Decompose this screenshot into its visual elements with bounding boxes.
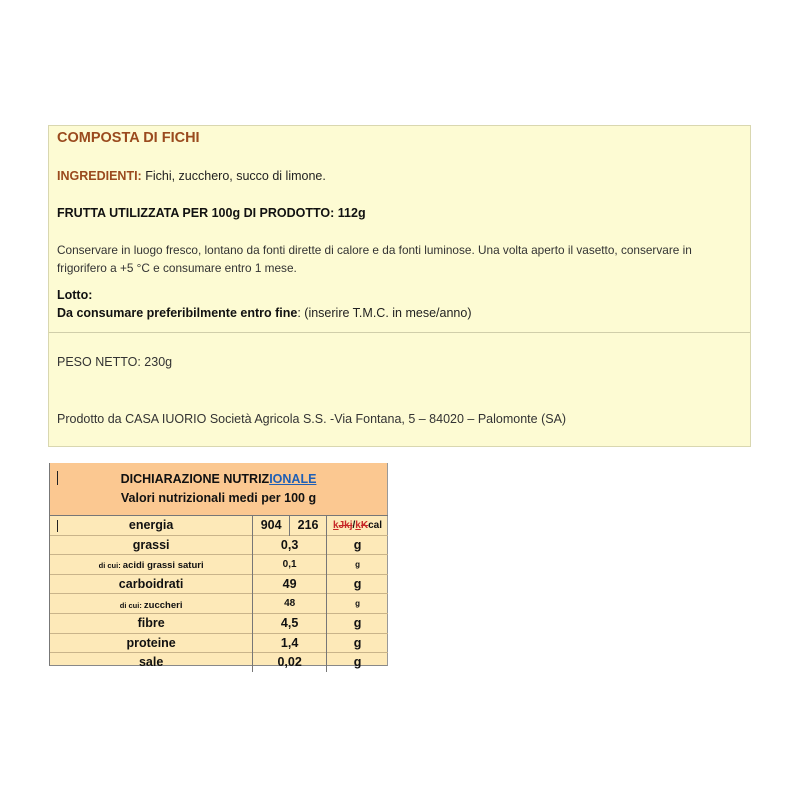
net-weight: PESO NETTO: 230g: [57, 355, 173, 369]
ingredients-label: INGREDIENTI:: [57, 169, 142, 183]
ingredients-line: [57, 169, 326, 183]
nutrient-unit: g: [327, 653, 388, 672]
producer-info: Prodotto da CASA IUORIO Società Agricola S.S. -Via Fontana, 5 – 84020 – Palomonte (SA): [57, 412, 567, 426]
best-before-text: : (inserire T.M.C. in mese/anno): [297, 306, 472, 320]
nutrient-label: sale: [50, 653, 253, 672]
energy-label: energia: [50, 516, 253, 536]
nutrition-rows: [50, 535, 388, 672]
nutrient-unit: g: [327, 535, 388, 555]
energy-kj: 904: [253, 516, 290, 536]
nutrient-row: [50, 574, 388, 594]
nutrient-label: carboidrati: [50, 574, 253, 594]
ingredients-text: Fichi, zucchero, succo di limone.: [141, 169, 326, 183]
best-before-label: Da consumare preferibilmente entro fine: [57, 306, 298, 320]
nutrient-prefix: di cui:: [98, 561, 123, 571]
nutrient-row: [50, 555, 388, 575]
unit-k-underline: k: [355, 519, 361, 531]
nutrient-unit: g: [327, 613, 388, 633]
nutrition-title: [50, 472, 387, 486]
nutrition-title-part1: DICHIARAZIONE NUTRIZ: [120, 472, 270, 486]
nutrition-header: [50, 463, 387, 515]
best-before-line: [57, 306, 471, 320]
product-title: COMPOSTA DI FICHI: [57, 130, 200, 146]
nutrition-title-part2[interactable]: IONALE: [269, 472, 317, 486]
unit-kj-strike: Jkj: [338, 519, 353, 531]
energy-unit: kJkj/kKcal: [327, 516, 388, 536]
nutrient-value: 49: [253, 574, 327, 594]
nutrition-table: [49, 463, 388, 670]
nutrition-subtitle: Valori nutrizionali medi per 100 g: [120, 491, 317, 505]
nutrient-unit: g: [327, 633, 388, 653]
product-label: [48, 125, 751, 447]
nutrient-unit: g: [327, 594, 388, 614]
nutrient-row: [50, 613, 388, 633]
nutrient-label: fibre: [50, 613, 253, 633]
storage-line-2: frigorifero a +5 °C e consumare entro 1 mese.: [57, 261, 297, 275]
fruit-used-line: FRUTTA UTILIZZATA PER 100g DI PRODOTTO: 112g: [57, 206, 366, 220]
nutrient-sub-label: [120, 600, 183, 611]
nutrient-row: [50, 535, 388, 555]
nutrient-label: grassi: [50, 535, 253, 555]
nutrient-value: 1,4: [253, 633, 327, 653]
nutrient-label: [50, 594, 253, 614]
unit-k-strike: K: [360, 519, 369, 531]
nutrient-sub-label: [99, 560, 204, 571]
storage-line-1: Conservare in luogo fresco, lontano da fonti dirette di calore e da fonti luminose. Una volta aperto il vasetto, conservare in: [57, 243, 692, 257]
nutrient-row: [50, 633, 388, 653]
nutrient-name: zuccheri: [143, 599, 183, 611]
nutrient-value: 4,5: [253, 613, 327, 633]
nutrient-label: proteine: [50, 633, 253, 653]
nutrient-row: [50, 594, 388, 614]
lot-label: Lotto:: [57, 288, 93, 302]
storage-instructions: [57, 241, 747, 277]
nutrient-prefix: di cui:: [119, 600, 144, 610]
energy-kcal: 216: [290, 516, 327, 536]
nutrient-unit: g: [327, 574, 388, 594]
unit-kj-underline: k: [333, 519, 339, 531]
nutrition-values: [50, 515, 388, 672]
nutrient-row: [50, 653, 388, 672]
nutrient-value: 48: [253, 594, 327, 614]
nutrient-value: 0,02: [253, 653, 327, 672]
label-main-section: [49, 126, 750, 333]
nutrient-unit: g: [327, 555, 388, 575]
nutrient-value: 0,3: [253, 535, 327, 555]
nutrient-label: [50, 555, 253, 575]
unit-cal: cal: [368, 519, 382, 531]
energy-row: [50, 516, 388, 536]
nutrient-name: acidi grassi saturi: [122, 560, 204, 572]
nutrient-value: 0,1: [253, 555, 327, 575]
